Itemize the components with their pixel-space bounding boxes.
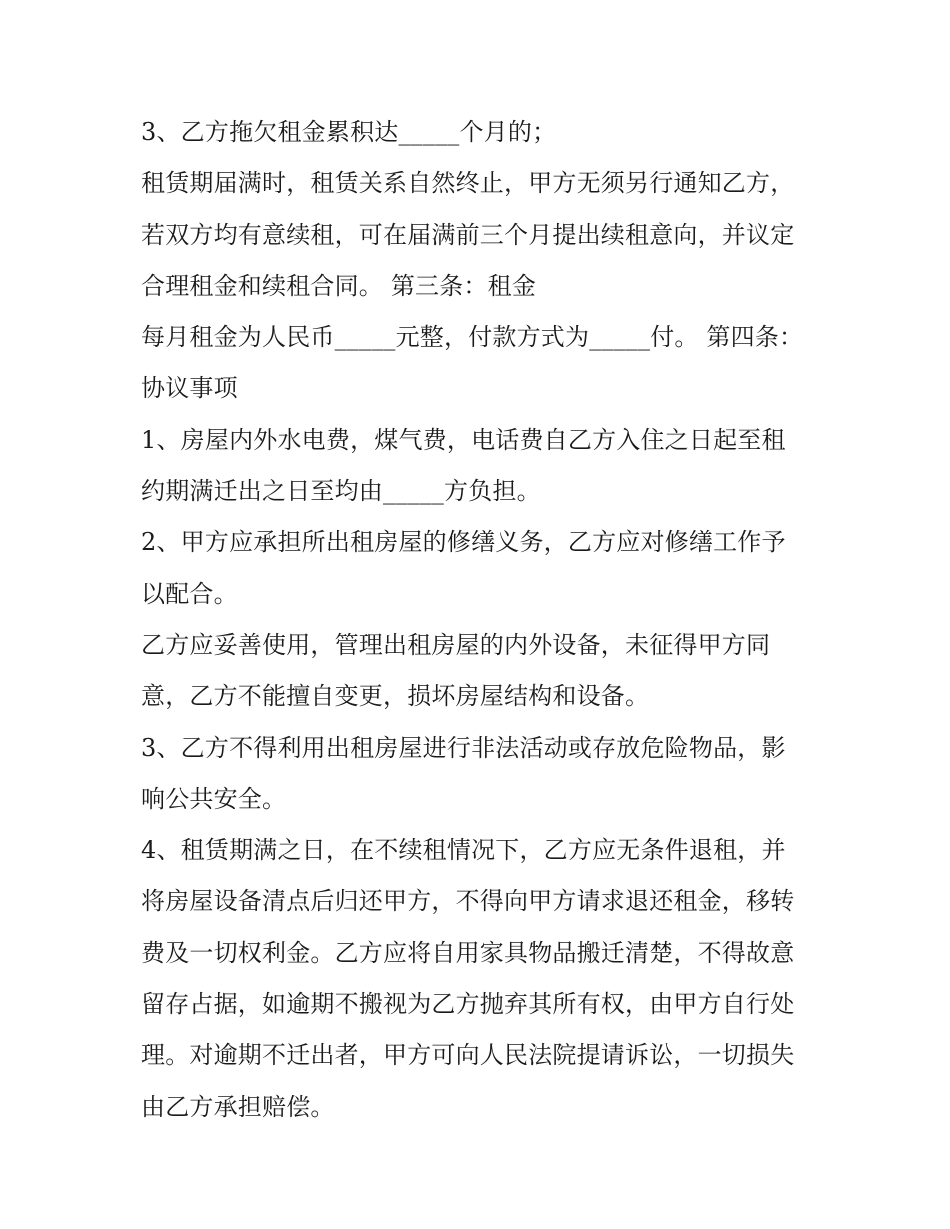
document-body xyxy=(141,107,831,1133)
text-line: 协议事项 xyxy=(141,374,238,403)
text-line: 意，乙方不能擅自变更，损坏房屋结构和设备。 xyxy=(141,682,650,711)
text-line: 响公共安全。 xyxy=(141,784,287,813)
text-line: 3、乙方不得利用出租房屋进行非法活动或存放危险物品，影 xyxy=(141,733,786,762)
text-line: 4、租赁期满之日，在不续租情况下，乙方应无条件退租，并 xyxy=(141,836,786,865)
text-line: 合理租金和续租合同。 第三条：租金 xyxy=(141,271,537,300)
text-line: 留存占据，如逾期不搬视为乙方抛弃其所有权，由甲方自行处 xyxy=(141,990,795,1019)
text-line: 2、甲方应承担所出租房屋的修缮义务，乙方应对修缮工作予 xyxy=(141,528,786,557)
text-line: 将房屋设备清点后归还甲方，不得向甲方请求退还租金，移转 xyxy=(141,887,795,916)
text-line: 租赁期届满时，租赁关系自然终止，甲方无须另行通知乙方， xyxy=(141,169,795,198)
text-line: 乙方应妥善使用，管理出租房屋的内外设备，未征得甲方同 xyxy=(141,630,771,659)
text-line: 约期满迁出之日至均由_____方负担。 xyxy=(141,477,541,506)
text-line: 以配合。 xyxy=(141,579,238,608)
text-line: 费及一切权利金。乙方应将自用家具物品搬迁清楚，不得故意 xyxy=(141,938,795,967)
text-line: 若双方均有意续租，可在届满前三个月提出续租意向，并议定 xyxy=(141,220,795,249)
text-line: 理。对逾期不迁出者，甲方可向人民法院提请诉讼，一切损失 xyxy=(141,1041,795,1070)
text-line: 3、乙方拖欠租金累积达_____个月的； xyxy=(141,118,557,146)
text-line: 1、房屋内外水电费，煤气费，电话费自乙方入住之日起至租 xyxy=(141,425,786,454)
text-line: 由乙方承担赔偿。 xyxy=(141,1092,335,1121)
text-line: 每月租金为人民币_____元整，付款方式为_____付。 第四条： xyxy=(141,323,804,352)
